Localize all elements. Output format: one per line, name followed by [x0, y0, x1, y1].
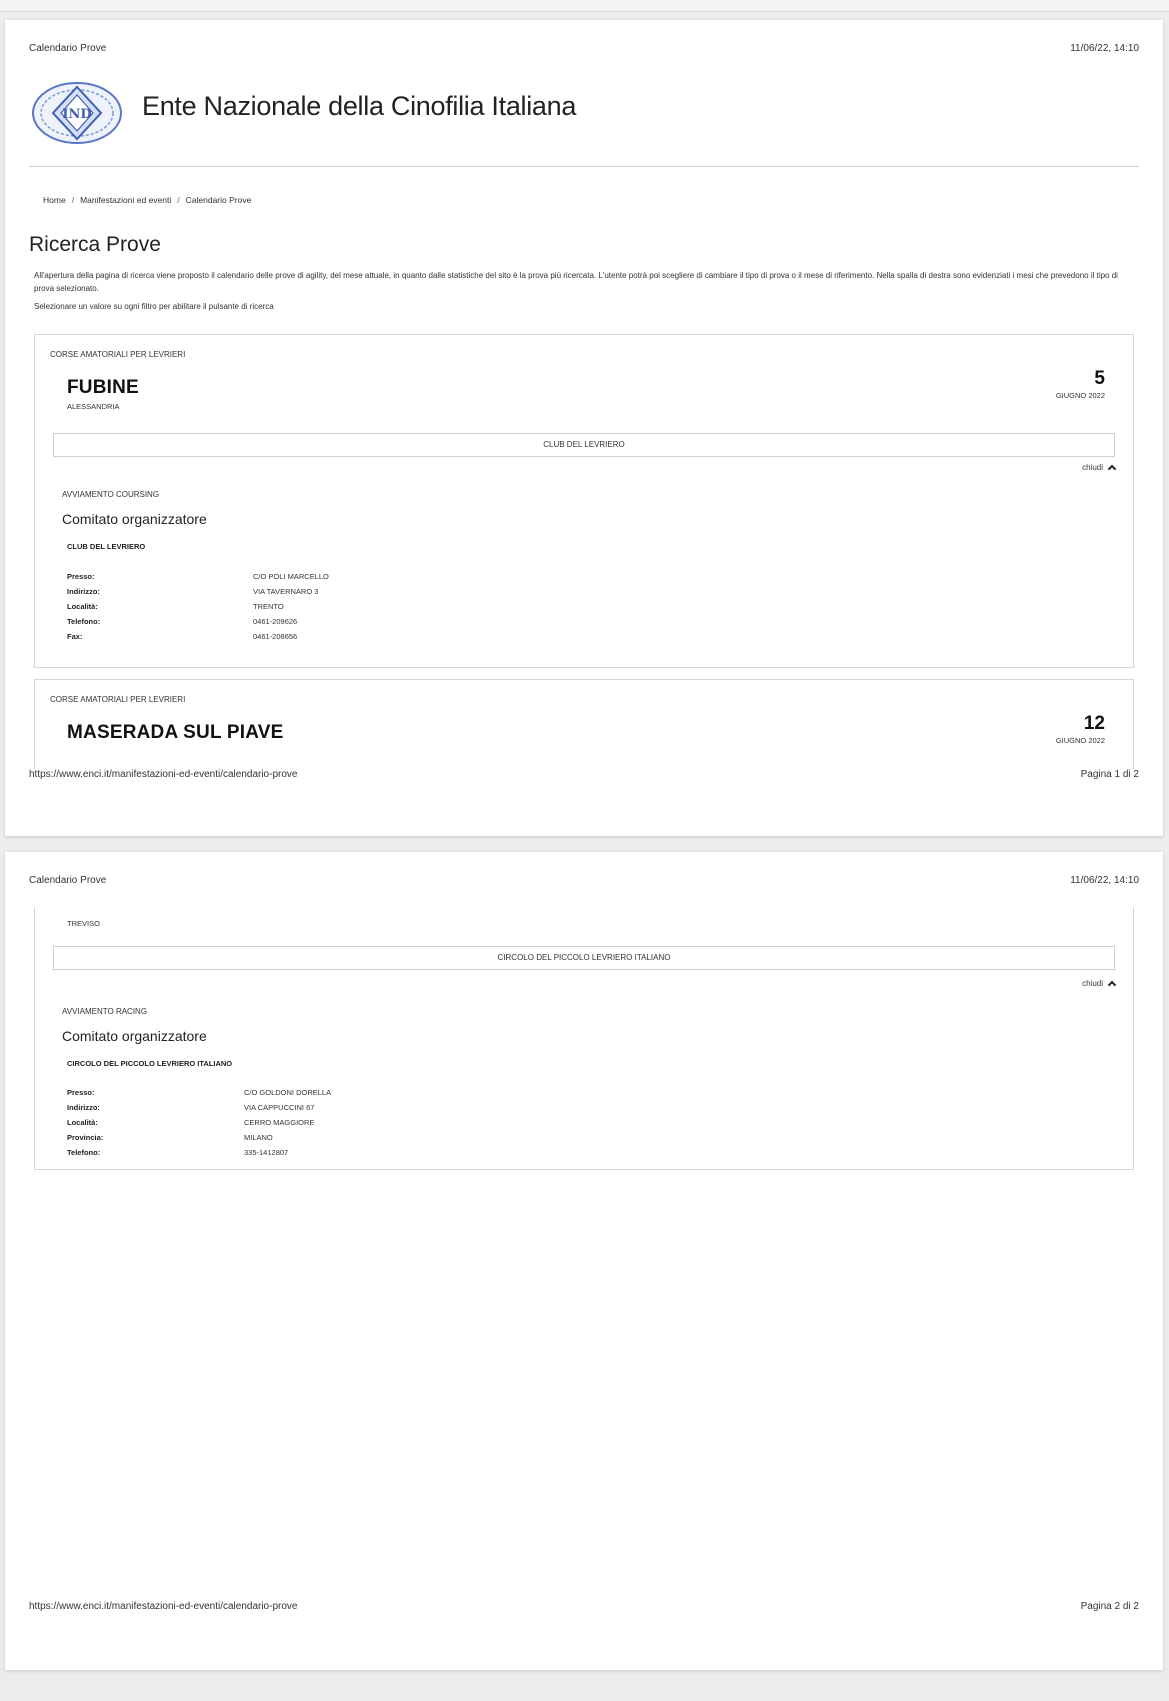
- breadcrumb-home[interactable]: Home: [43, 195, 66, 205]
- print-header-title: Calendario Prove: [29, 43, 107, 54]
- event-card: [34, 334, 1134, 668]
- fax-value: 0461-208656: [253, 632, 298, 641]
- print-footer-page: Pagina 1 di 2: [1080, 769, 1139, 780]
- event-category: CORSE AMATORIALI PER LEVRIERI: [50, 350, 186, 359]
- organizer-heading: Comitato organizzatore: [62, 1028, 207, 1044]
- event-province: TREVISO: [67, 919, 100, 928]
- localita-label: Località:: [67, 1118, 98, 1127]
- print-footer-url: https://www.enci.it/manifestazioni-ed-eventi/calendario-prove: [29, 1601, 298, 1612]
- print-header-datetime: 11/06/22, 14:10: [1070, 875, 1139, 886]
- chevron-up-icon: [1108, 465, 1116, 473]
- telefono-label: Telefono:: [67, 1148, 101, 1157]
- site-title: Ente Nazionale della Cinofilia Italiana: [142, 91, 577, 121]
- breadcrumb-manifestazioni[interactable]: Manifestazioni ed eventi: [80, 195, 172, 205]
- event-city: FUBINE: [67, 377, 139, 398]
- presso-label: Presso:: [67, 572, 95, 581]
- collapse-toggle[interactable]: [1082, 979, 1115, 988]
- organizer-details: [67, 569, 329, 644]
- breadcrumb: Home / Manifestazioni ed eventi / Calendario Prove: [43, 195, 252, 205]
- event-card: [34, 679, 1134, 769]
- intro-text: All'apertura della pagina di ricerca viene proposto il calendario delle prove di agility, del mese attuale, in quanto dalle statistiche del sito è la prova più ricercata. L'utente potrà poi scegliere di cambiare il tipo di prova o il mese di riferimento. Nella spalla di destra sono evidenziati i mesi che prevedono il tipo di prova selezionato.: [34, 271, 1118, 293]
- collapse-label: chiudi: [1082, 463, 1103, 472]
- svg-text:IND: IND: [62, 107, 92, 122]
- fax-label: Fax:: [67, 632, 83, 641]
- print-header-title: Calendario Prove: [29, 875, 107, 886]
- event-month: GIUGNO 2022: [1055, 736, 1105, 745]
- event-category: CORSE AMATORIALI PER LEVRIERI: [50, 695, 186, 704]
- localita-value: TRENTO: [253, 602, 284, 611]
- presso-value: C/O GOLDONI DORELLA: [244, 1088, 332, 1097]
- event-club-bar: CLUB DEL LEVRIERO: [53, 433, 1115, 457]
- event-club-bar: CIRCOLO DEL PICCOLO LEVRIERO ITALIANO: [53, 946, 1115, 970]
- event-day: 5: [1094, 368, 1105, 389]
- telefono-label: Telefono:: [67, 617, 101, 626]
- print-header-datetime: 11/06/22, 14:10: [1070, 43, 1139, 54]
- telefono-value: 335-1412807: [244, 1148, 289, 1157]
- breadcrumb-current: Calendario Prove: [185, 195, 252, 205]
- page-title: Ricerca Prove: [29, 233, 161, 256]
- enci-logo-icon: [29, 77, 125, 149]
- indirizzo-label: Indirizzo:: [67, 1103, 100, 1112]
- print-footer-page: Pagina 2 di 2: [1080, 1601, 1139, 1612]
- chevron-up-icon: [1108, 981, 1116, 989]
- header-divider: [29, 166, 1139, 167]
- localita-value: CERRO MAGGIORE: [244, 1118, 315, 1127]
- event-day: 12: [1083, 713, 1105, 734]
- organizer-name: CIRCOLO DEL PICCOLO LEVRIERO ITALIANO: [67, 1059, 233, 1068]
- localita-label: Località:: [67, 602, 98, 611]
- print-page-2: [5, 852, 1163, 1670]
- print-page-1: [5, 20, 1163, 836]
- event-province: ALESSANDRIA: [67, 402, 120, 411]
- indirizzo-value: VIA TAVERNARO 3: [253, 587, 319, 596]
- organizer-details: [67, 1085, 331, 1160]
- collapse-label: chiudi: [1082, 979, 1103, 988]
- provincia-label: Provincia:: [67, 1133, 104, 1142]
- telefono-value: 0461-209626: [253, 617, 298, 626]
- event-card-continued: [34, 907, 1134, 1170]
- provincia-value: MILANO: [244, 1133, 273, 1142]
- event-city: MASERADA SUL PIAVE: [67, 722, 284, 743]
- indirizzo-label: Indirizzo:: [67, 587, 100, 596]
- event-month: GIUGNO 2022: [1055, 391, 1105, 400]
- collapse-toggle[interactable]: [1082, 463, 1115, 472]
- filter-hint: Selezionare un valore su ogni filtro per abilitare il pulsante di ricerca: [34, 302, 274, 311]
- indirizzo-value: VIA CAPPUCCINI 67: [244, 1103, 315, 1112]
- organizer-name: CLUB DEL LEVRIERO: [67, 542, 146, 551]
- event-type: AVVIAMENTO COURSING: [62, 490, 160, 499]
- presso-value: C/O POLI MARCELLO: [253, 572, 329, 581]
- viewer-top-bar: [0, 0, 1169, 12]
- event-type: AVVIAMENTO RACING: [62, 1007, 148, 1016]
- print-footer-url: https://www.enci.it/manifestazioni-ed-eventi/calendario-prove: [29, 769, 298, 780]
- presso-label: Presso:: [67, 1088, 95, 1097]
- organizer-heading: Comitato organizzatore: [62, 511, 207, 527]
